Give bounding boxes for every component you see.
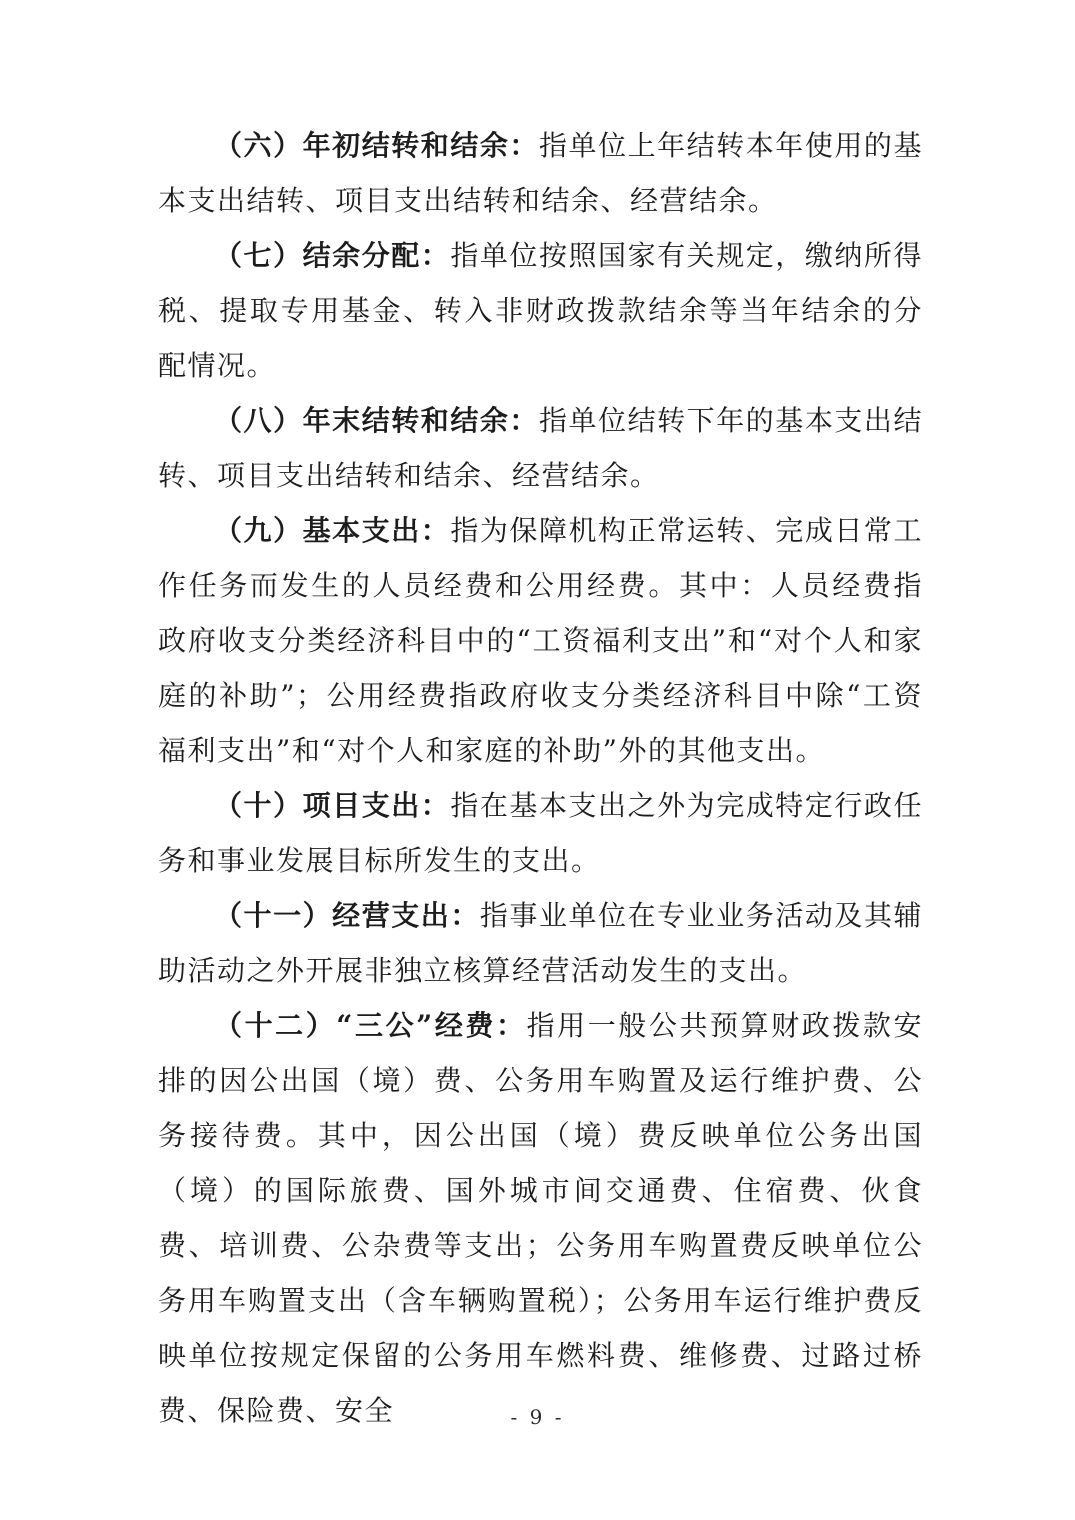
page-number: - 9 -	[510, 1405, 565, 1429]
term-definition: 指单位按照国家有关规定，缴纳所得税、提取专用基金、转入非财政拨款结余等当年结余的分配情况。	[158, 239, 923, 382]
definition-paragraph-7	[158, 228, 923, 393]
term-label: （六）年初结转和结余：	[214, 129, 539, 162]
definition-paragraph-8	[158, 393, 923, 503]
definition-paragraph-11	[158, 888, 923, 998]
term-label: （八）年末结转和结余：	[214, 404, 539, 437]
term-definition: 指事业单位在专业业务活动及其辅助活动之外开展非独立核算经营活动发生的支出。	[158, 899, 923, 987]
term-label: （十）项目支出：	[214, 789, 451, 822]
definition-paragraph-6	[158, 118, 923, 228]
term-label: （七）结余分配：	[214, 239, 451, 272]
term-label: （十一）经营支出：	[214, 899, 480, 932]
term-definition: 指单位结转下年的基本支出结转、项目支出结转和结余、经营结余。	[158, 404, 923, 492]
term-label: （十二）“三公”经费：	[214, 1009, 527, 1042]
definition-paragraph-12	[158, 998, 923, 1438]
definition-paragraph-10	[158, 778, 923, 888]
term-definition: 指单位上年结转本年使用的基本支出结转、项目支出结转和结余、经营结余。	[158, 129, 923, 217]
document-body	[158, 118, 923, 1438]
term-definition: 指在基本支出之外为完成特定行政任务和事业发展目标所发生的支出。	[158, 789, 923, 877]
term-definition: 指用一般公共预算财政拨款安排的因公出国（境）费、公务用车购置及运行维护费、公务接待费。其中，因公出国（境）费反映单位公务出国（境）的国际旅费、国外城市间交通费、住宿费、伙食费、培训费、公杂费等支出；公务用车购置费反映单位公务用车购置支出（含车辆购置税）；公务用车运行维护费反映单位按规定保留的公务用车燃料费、维修费、过路过桥费、保险费、安全	[158, 1009, 923, 1427]
definition-paragraph-9	[158, 503, 923, 778]
term-definition: 指为保障机构正常运转、完成日常工作任务而发生的人员经费和公用经费。其中：人员经费指政府收支分类经济科目中的“工资福利支出”和“对个人和家庭的补助”；公用经费指政府收支分类经济科目中除“工资福利支出”和“对个人和家庭的补助”外的其他支出。	[158, 514, 923, 767]
term-label: （九）基本支出：	[214, 514, 451, 547]
